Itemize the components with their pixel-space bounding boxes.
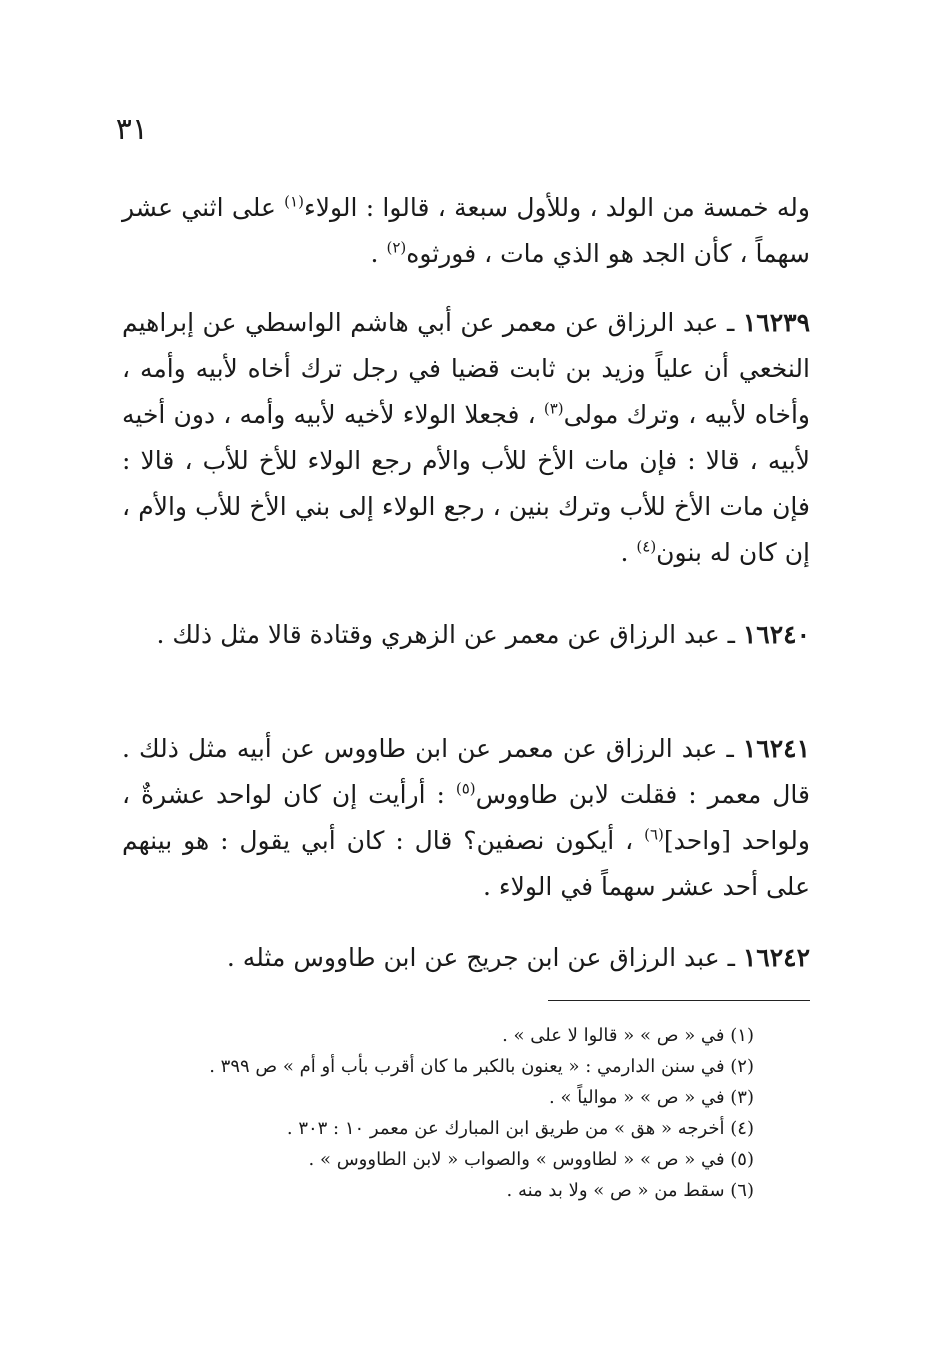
paragraph-text: على اثني عشر سهماً ، كأن الجد هو الذي مات ، فورثوه — [122, 193, 810, 268]
footnote-ref[interactable]: (٦) — [644, 825, 664, 844]
footnote-divider — [548, 1000, 810, 1001]
hadith-number: ١٦٢٤٢ — [742, 943, 810, 972]
footnote-item: (٤) أخرجه « هق » من طريق ابن المبارك عن معمر ١٠ : ٣٠٣ . — [286, 1118, 754, 1139]
paragraph-text: ـ عبد الرزاق عن معمر عن ابن طاووس عن أبيه مثل ذلك . قال معمر : فقلت لابن طاووس — [122, 734, 810, 809]
footnote-ref[interactable]: (٢) — [386, 238, 407, 257]
footnote-item: (٢) في سنن الدارمي : « يعنون بالكبر ما كان أقرب بأب أو أم » ص ٣٩٩ . — [209, 1056, 754, 1077]
hadith-16240 — [122, 612, 810, 658]
paragraph-text: وله خمسة من الولد ، وللأول سبعة ، قالوا : الولاء — [303, 193, 810, 222]
paragraph-text: : أرأيت إن كان لواحد عشرةٌ ، ولواحد [واحد] — [122, 780, 810, 855]
footnote-ref[interactable]: (٣) — [543, 399, 564, 418]
hadith-number: ١٦٢٣٩ — [742, 308, 810, 337]
footnote-item: (٥) في « ص » « لطاووس » والصواب « لابن الطاووس » . — [308, 1149, 754, 1170]
footnote-ref[interactable]: (١) — [284, 192, 304, 211]
paragraph-intro — [122, 185, 810, 277]
paragraph-text: ، فجعلا الولاء لأخيه لأبيه وأمه ، دون أخيه لأبيه ، قالا : فإن مات الأخ للأب والأم رجع الولاء للأخ للأب ، قالا : فإن مات الأخ للأب وترك بنين ، رجع الولاء إلى بني الأخ للأب والأم ، إن كان له بنون — [122, 400, 810, 567]
footnote-ref[interactable]: (٤) — [636, 537, 657, 556]
hadith-number: ١٦٢٤١ — [742, 734, 810, 763]
footnote-item: (١) في « ص » « قالوا لا على » . — [502, 1025, 754, 1046]
footnotes — [134, 1020, 754, 1206]
paragraph-text: ، أيكون نصفين؟ قال : كان أبي يقول : هو بينهم على أحد عشر سهماً في الولاء . — [122, 826, 810, 901]
hadith-16239 — [122, 300, 810, 576]
paragraph-text: ـ عبد الرزاق عن ابن جريج عن ابن طاووس مثله . — [226, 943, 743, 972]
paragraph-text: ـ عبد الرزاق عن معمر عن الزهري وقتادة قالا مثل ذلك . — [156, 620, 743, 649]
hadith-16241 — [122, 726, 810, 910]
hadith-number: ١٦٢٤٠ — [742, 620, 810, 649]
paragraph-text: ـ عبد الرزاق عن معمر عن أبي هاشم الواسطي عن إبراهيم النخعي أن علياً وزيد بن ثابت قضيا في رجل ترك أخاه لأبيه وأمه ، وأخاه لأبيه ، وترك مولى — [122, 308, 810, 429]
paragraph-text: . — [620, 538, 637, 567]
footnote-item: (٦) سقط من « ص » ولا بد منه . — [506, 1180, 754, 1201]
paragraph-text: . — [370, 239, 387, 268]
footnote-ref[interactable]: (٥) — [455, 779, 476, 798]
footnote-item: (٣) في « ص » « موالياً » . — [549, 1087, 754, 1108]
page-number: ٣١ — [115, 112, 148, 147]
hadith-16242 — [122, 935, 810, 981]
